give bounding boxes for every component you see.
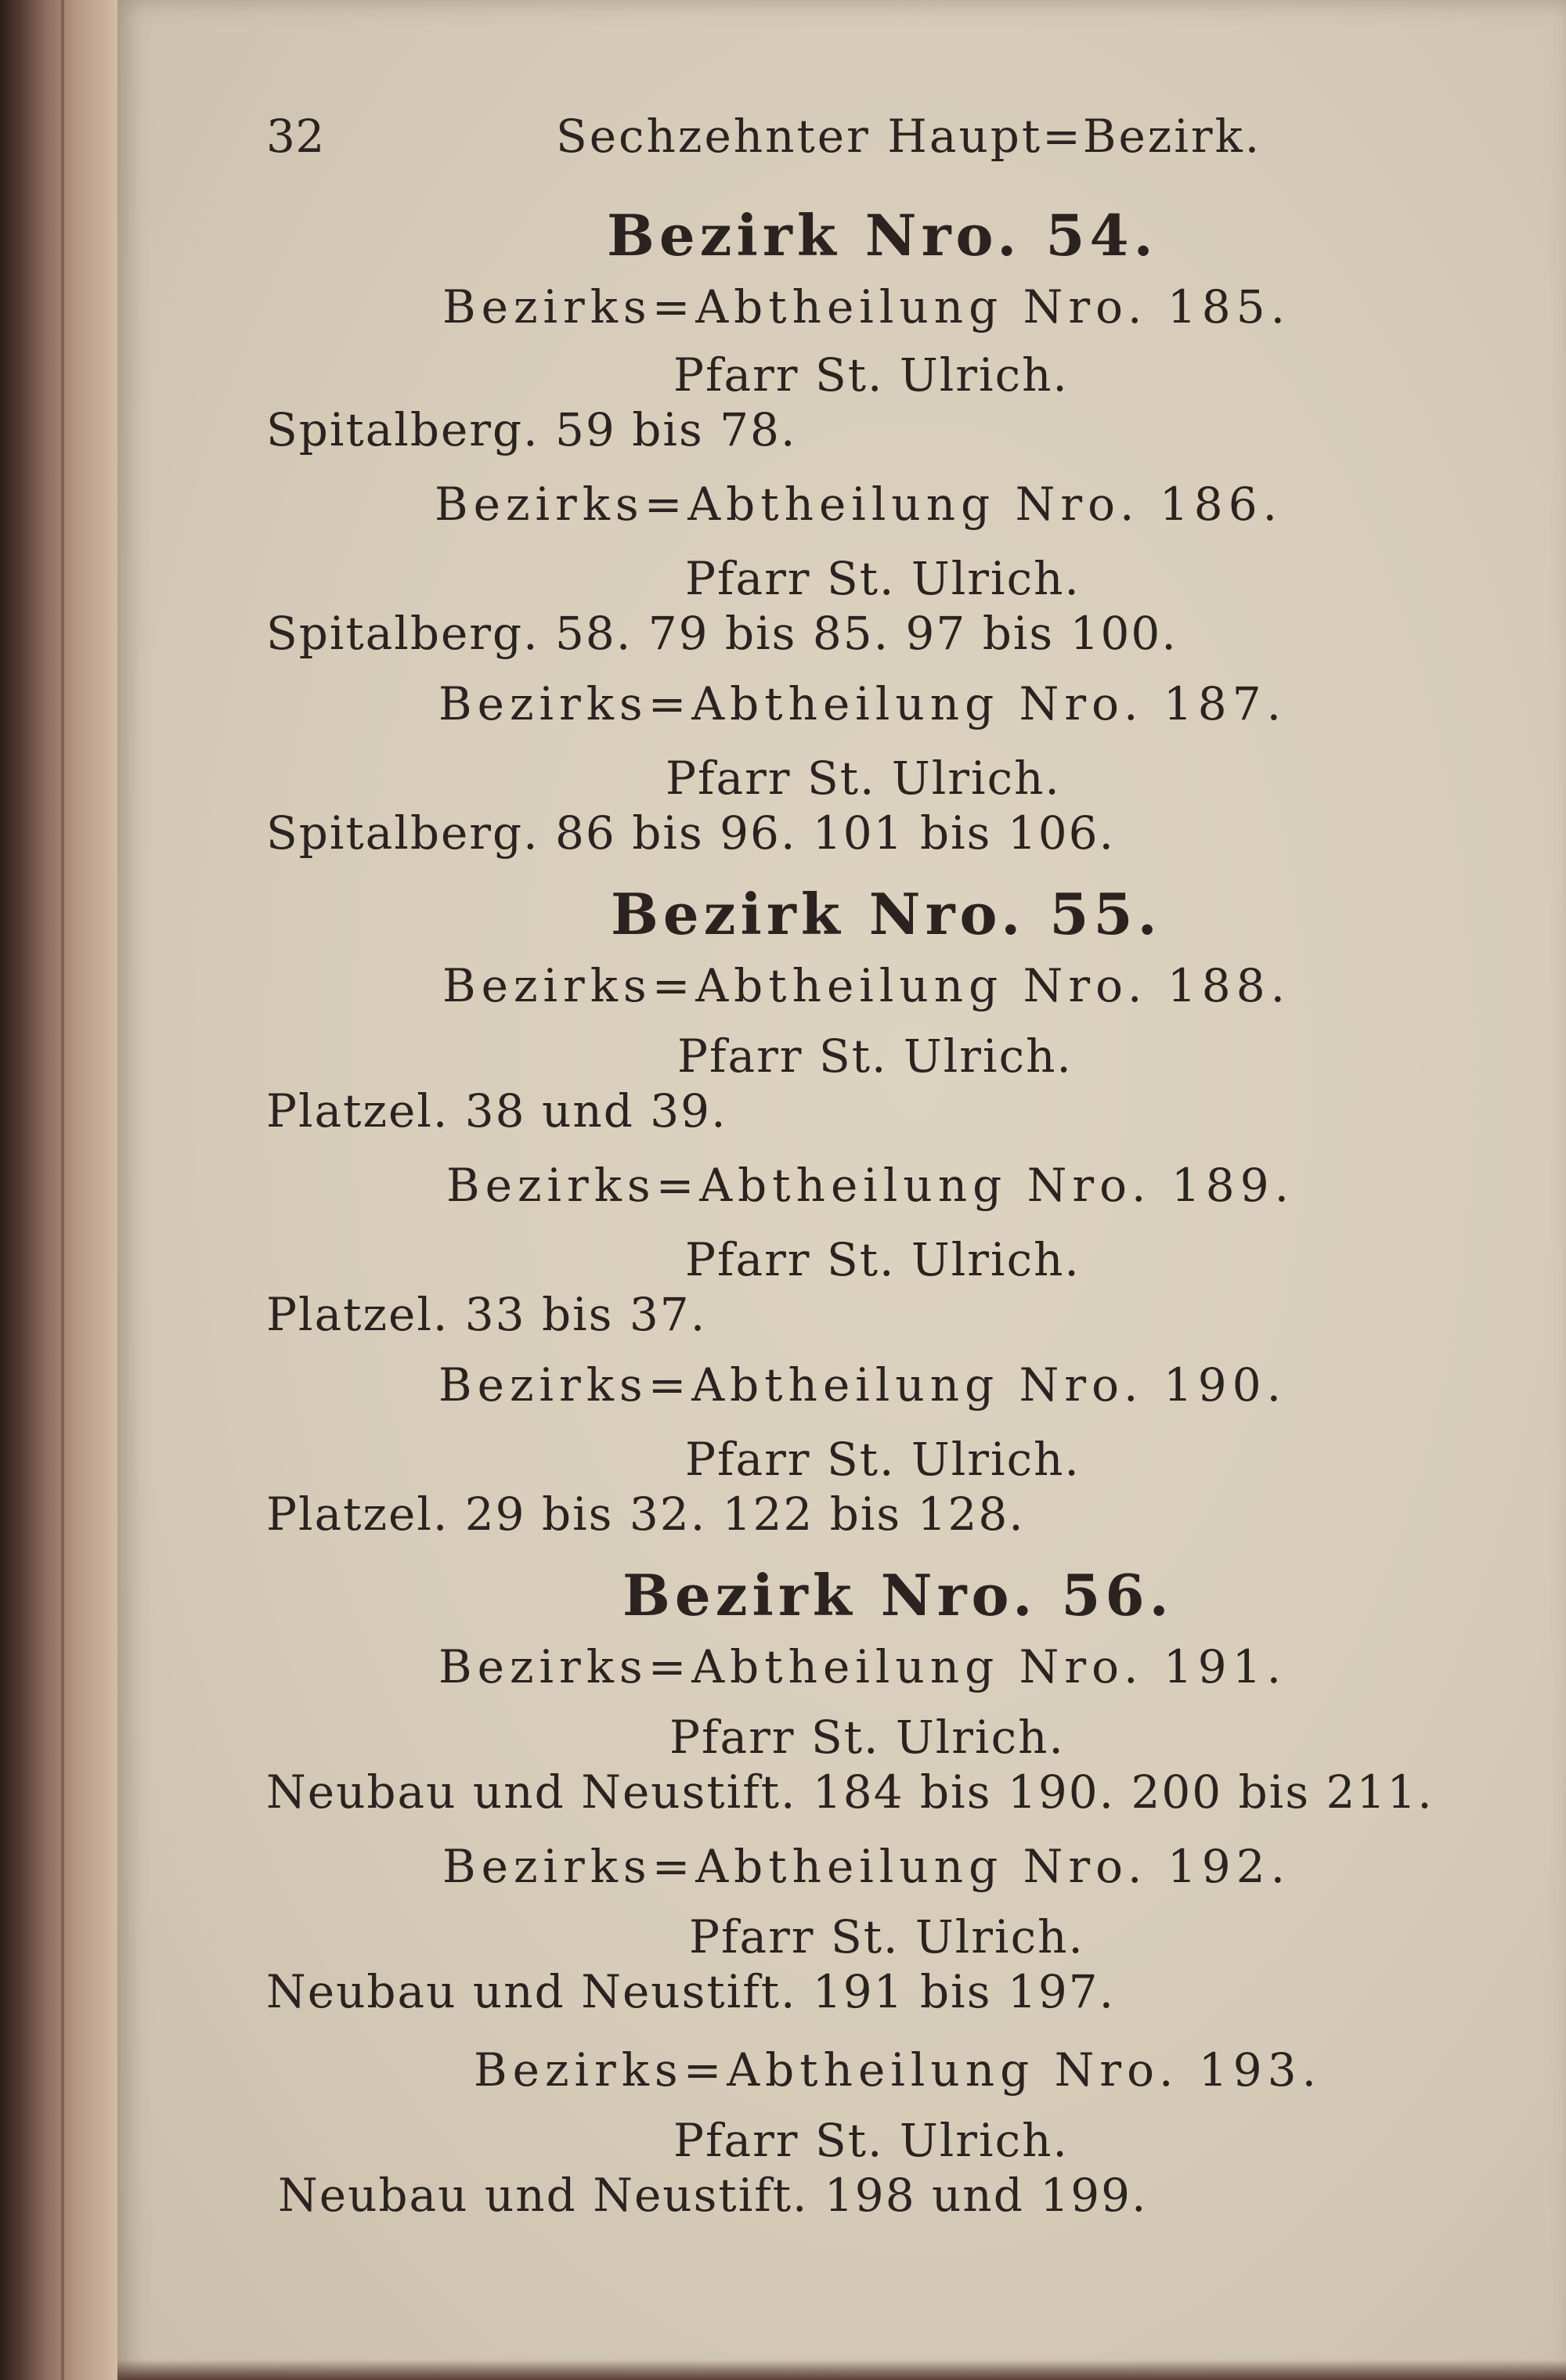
abteilung-title: Bezirks=Abtheilung Nro. 185. [442,280,1291,334]
abteilung-title: Bezirks=Abtheilung Nro. 192. [442,1840,1291,1893]
abteilung-title: Bezirks=Abtheilung Nro. 186. [435,478,1283,531]
abteilung-title: Bezirks=Abtheilung Nro. 191. [438,1640,1287,1693]
page-bottom-edge [117,2360,1566,2380]
address-entry: Platzel. 38 und 39. [266,1084,727,1138]
address-entry: Neubau und Neustift. 198 und 199. [278,2169,1148,2222]
address-entry: Platzel. 33 bis 37. [266,1288,707,1341]
pfarr-line: Pfarr St. Ulrich. [677,1030,1073,1083]
address-entry: Neubau und Neustift. 191 bis 197. [266,1965,1116,2018]
binding-edge [61,0,64,2380]
book-binding [0,0,125,2380]
abteilung-title: Bezirks=Abtheilung Nro. 187. [438,677,1287,730]
pfarr-line: Pfarr St. Ulrich. [685,1233,1081,1286]
address-entry: Platzel. 29 bis 32. 122 bis 128. [266,1488,1025,1541]
abteilung-title: Bezirks=Abtheilung Nro. 189. [446,1159,1295,1212]
abteilung-title: Bezirks=Abtheilung Nro. 193. [474,2043,1322,2097]
pfarr-line: Pfarr St. Ulrich. [685,552,1081,605]
pfarr-line: Pfarr St. Ulrich. [673,2114,1069,2167]
pfarr-line: Pfarr St. Ulrich. [689,1910,1084,1964]
bezirk-heading: Bezirk Nro. 55. [611,881,1162,947]
pfarr-line: Pfarr St. Ulrich. [669,1711,1065,1764]
abteilung-title: Bezirks=Abtheilung Nro. 188. [442,959,1291,1012]
bezirk-heading: Bezirk Nro. 56. [622,1562,1174,1628]
bezirk-heading: Bezirk Nro. 54. [607,202,1158,269]
pfarr-line: Pfarr St. Ulrich. [685,1433,1081,1486]
running-title: Sechzehnter Haupt=Bezirk. [556,110,1262,163]
page-number: 32 [266,110,325,163]
address-entry: Spitalberg. 59 bis 78. [266,403,797,456]
pfarr-line: Pfarr St. Ulrich. [666,752,1061,805]
abteilung-title: Bezirks=Abtheilung Nro. 190. [438,1358,1287,1412]
address-entry: Neubau und Neustift. 184 bis 190. 200 bis 211. [266,1765,1434,1819]
pfarr-line: Pfarr St. Ulrich. [673,348,1069,402]
address-entry: Spitalberg. 86 bis 96. 101 bis 106. [266,806,1115,860]
address-entry: Spitalberg. 58. 79 bis 85. 97 bis 100. [266,607,1178,660]
